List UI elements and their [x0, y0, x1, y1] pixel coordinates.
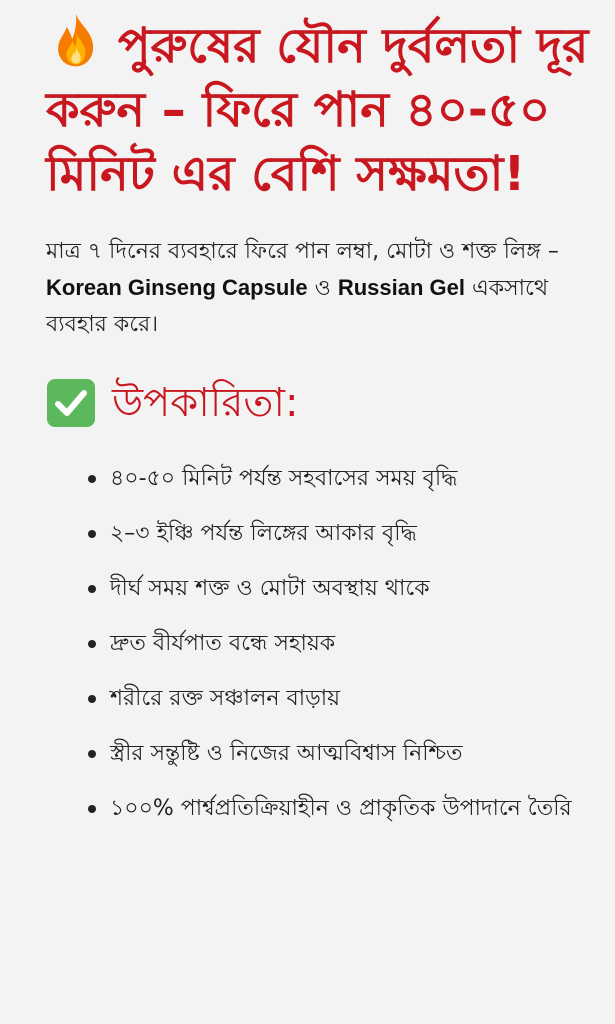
benefits-heading	[46, 373, 615, 433]
benefits-heading-text: উপকারিতা:	[112, 380, 299, 426]
bullet-icon	[88, 640, 96, 648]
list-item-text: স্ত্রীর সন্তুষ্টি ও নিজের আত্মবিশ্বাস নিশ্চিত	[110, 741, 463, 766]
bullet-icon	[88, 585, 96, 593]
intro-connector: ও	[307, 276, 338, 301]
benefits-list	[46, 461, 588, 827]
headline	[46, 0, 591, 206]
headline-text: পুরুষের যৌন দুর্বলতা দূর করুন – ফিরে পান ৪০-৫০ মিনিট এর বেশি সক্ষমতা!	[46, 18, 589, 202]
check-mark-icon	[46, 378, 96, 428]
bullet-icon	[88, 530, 96, 538]
list-item	[88, 736, 588, 772]
list-item-text: দ্রুত বীর্যপাত বন্ধে সহায়ক	[110, 631, 336, 656]
list-item	[88, 626, 588, 662]
list-item	[88, 681, 588, 717]
list-item-text: ১০০% পার্শ্বপ্রতিক্রিয়াহীন ও প্রাকৃতিক উপাদানে তৈরি	[110, 796, 572, 821]
intro-paragraph	[46, 234, 576, 343]
list-item-text: ২–৩ ইঞ্চি পর্যন্ত লিঙ্গের আকার বৃদ্ধি	[110, 521, 417, 546]
bullet-icon	[88, 805, 96, 813]
intro-text-after: একসাথে ব্যবহার করে।	[46, 276, 549, 337]
product-name-gel: Russian Gel	[337, 275, 465, 300]
product-name-capsule: Korean Ginseng Capsule	[46, 275, 308, 300]
intro-text-before: মাত্র ৭ দিনের ব্যবহারে ফিরে পান লম্বা, মোটা ও শক্ত লিঙ্গ –	[46, 239, 559, 264]
bullet-icon	[88, 750, 96, 758]
fire-icon	[46, 10, 106, 70]
list-item-text: শরীরে রক্ত সঞ্চালন বাড়ায়	[110, 686, 341, 711]
list-item	[88, 791, 588, 827]
bullet-icon	[88, 475, 96, 483]
list-item	[88, 571, 588, 607]
list-item	[88, 516, 588, 552]
list-item	[88, 461, 588, 497]
list-item-text: ৪০-৫০ মিনিট পর্যন্ত সহবাসের সময় বৃদ্ধি	[110, 466, 458, 491]
list-item-text: দীর্ঘ সময় শক্ত ও মোটা অবস্থায় থাকে	[110, 576, 430, 601]
bullet-icon	[88, 695, 96, 703]
